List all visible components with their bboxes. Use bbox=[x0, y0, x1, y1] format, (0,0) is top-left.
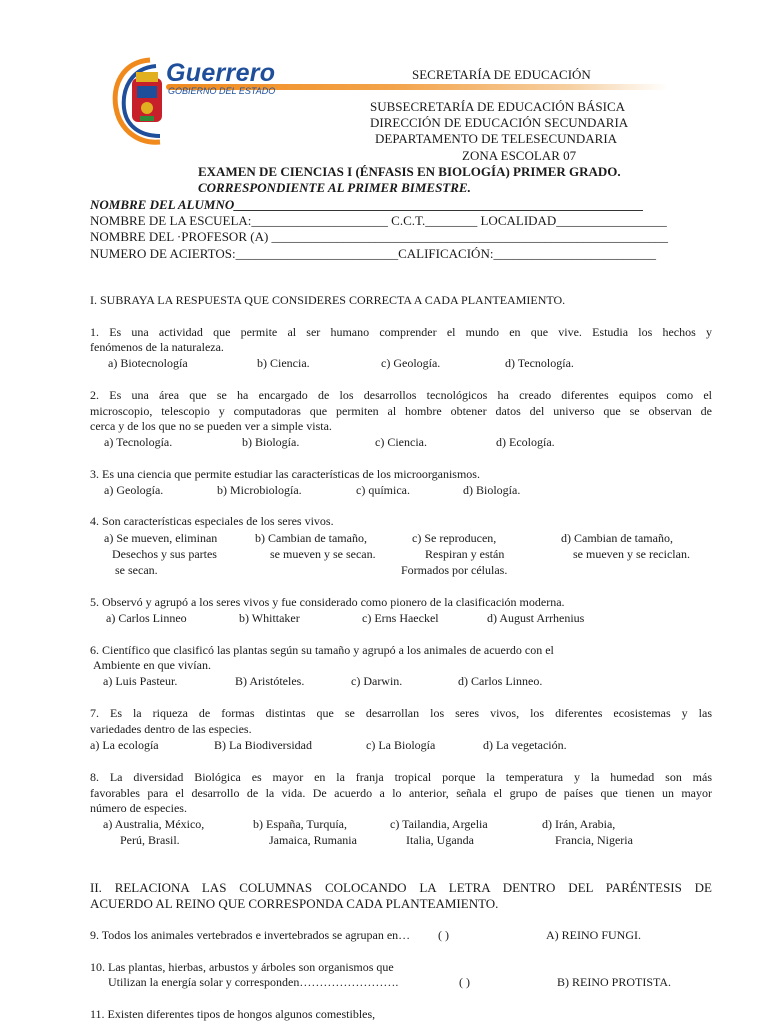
q1-text-line2: fenómenos de la naturaleza. bbox=[90, 340, 224, 354]
q8-option-d-line1[interactable]: d) Irán, Arabia, bbox=[542, 817, 616, 831]
q4-option-c-line1[interactable]: c) Se reproducen, bbox=[412, 531, 497, 545]
q6-option-c[interactable]: c) Darwin. bbox=[351, 674, 403, 688]
q6-option-b[interactable]: B) Aristóteles. bbox=[235, 674, 305, 688]
q3-option-c[interactable]: c) química. bbox=[356, 483, 410, 497]
q8-option-a-line1[interactable]: a) Australia, México, bbox=[103, 817, 205, 831]
q9-text: 9. Todos los animales vertebrados e invertebrados se agrupan en… bbox=[90, 928, 411, 942]
q6-option-d[interactable]: d) Carlos Linneo. bbox=[458, 674, 543, 688]
q2-text-line3: cerca y de los que no se pueden ver a simple vista. bbox=[90, 419, 332, 433]
q1-option-a[interactable]: a) Biotecnología bbox=[108, 356, 188, 370]
q4-text: 4. Son características especiales de los seres vivos. bbox=[90, 514, 334, 528]
q8-text-line2: favorables para el desarrollo de la vida. De acuerdo a lo anterior, señala el grupo de países que tienen un mayor bbox=[90, 786, 712, 800]
section-2-title-line2: ACUERDO AL REINO QUE CORRESPONDA CADA PLANTEAMIENTO. bbox=[90, 896, 499, 911]
q7-option-a[interactable]: a) La ecología bbox=[90, 738, 159, 752]
q5-option-b[interactable]: b) Whittaker bbox=[239, 611, 300, 625]
q8-text-line1: 8. La diversidad Biológica es mayor en la franja tropical porque la temperatura y la humedad son más bbox=[90, 770, 712, 784]
q5-option-d[interactable]: d) August Arrhenius bbox=[487, 611, 585, 625]
q8-option-d-line2: Francia, Nigeria bbox=[555, 833, 633, 847]
q8-option-c-line1[interactable]: c) Tailandia, Argelia bbox=[390, 817, 488, 831]
subsecretaria-heading: SUBSECRETARÍA DE EDUCACIÓN BÁSICA bbox=[370, 99, 626, 114]
q2-option-d[interactable]: d) Ecología. bbox=[496, 435, 555, 449]
q1-option-b[interactable]: b) Ciencia. bbox=[257, 356, 310, 370]
direccion-heading: DIRECCIÓN DE EDUCACIÓN SECUNDARIA bbox=[370, 115, 629, 130]
q8-option-b-line1[interactable]: b) España, Turquía, bbox=[253, 817, 347, 831]
q10-text-line2: Utilizan la energía solar y corresponden……………………. bbox=[108, 975, 399, 989]
q2-text-line2: microscopio, telescopio y computadoras que permiten al hombre obtener datos del universo que se observan de bbox=[90, 404, 712, 418]
q2-option-c[interactable]: c) Ciencia. bbox=[375, 435, 427, 449]
departamento-heading: DEPARTAMENTO DE TELESECUNDARIA bbox=[375, 131, 618, 146]
q4-option-a-line3: se secan. bbox=[115, 563, 158, 577]
logo-wordmark: Guerrero bbox=[166, 59, 276, 87]
q1-option-d[interactable]: d) Tecnología. bbox=[505, 356, 574, 370]
q2-option-a[interactable]: a) Tecnología. bbox=[104, 435, 173, 449]
q7-option-b[interactable]: B) La Biodiversidad bbox=[214, 738, 312, 752]
q4-option-b-line1[interactable]: b) Cambian de tamaño, bbox=[255, 531, 367, 545]
q8-text-line3: número de especies. bbox=[90, 801, 187, 815]
q5-option-a[interactable]: a) Carlos Linneo bbox=[106, 611, 187, 625]
section-1-title: I. SUBRAYA LA RESPUESTA QUE CONSIDERES CORRECTA A CADA PLANTEAMIENTO. bbox=[90, 293, 566, 307]
q3-option-d[interactable]: d) Biología. bbox=[463, 483, 521, 497]
secretaria-heading: SECRETARÍA DE EDUCACIÓN bbox=[412, 67, 591, 82]
reino-protista-label: B) REINO PROTISTA. bbox=[557, 975, 672, 989]
q6-option-a[interactable]: a) Luis Pasteur. bbox=[103, 674, 178, 688]
q4-option-a-line1[interactable]: a) Se mueven, eliminan bbox=[104, 531, 218, 545]
q4-option-c-line3: Formados por células. bbox=[401, 563, 508, 577]
q2-option-b[interactable]: b) Biología. bbox=[242, 435, 300, 449]
q3-text: 3. Es una ciencia que permite estudiar las características de los microorganismos. bbox=[90, 467, 480, 481]
q7-option-d[interactable]: d) La vegetación. bbox=[483, 738, 567, 752]
logo-subtitle: GOBIERNO DEL ESTADO bbox=[168, 86, 276, 96]
zona-heading: ZONA ESCOLAR 07 bbox=[462, 148, 577, 163]
q3-option-b[interactable]: b) Microbiología. bbox=[217, 483, 302, 497]
q4-option-d-line2: se mueven y se reciclan. bbox=[573, 547, 690, 561]
q1-text-line1: 1. Es una actividad que permite al ser humano comprender el mundo en que vive. Estudia los hechos y bbox=[90, 325, 712, 339]
q8-option-b-line2: Jamaica, Rumania bbox=[269, 833, 357, 847]
q3-option-a[interactable]: a) Geología. bbox=[104, 483, 164, 497]
q4-option-c-line2: Respiran y están bbox=[425, 547, 505, 561]
student-name-field[interactable]: NOMBRE DEL ALUMNO_______________________________________________________________ bbox=[90, 197, 644, 212]
q8-option-c-line2: Italia, Uganda bbox=[406, 833, 474, 847]
q7-text-line1: 7. Es la riqueza de formas distintas que se desarrollan los seres vivos, los diferentes ecosistemas y las bbox=[90, 706, 712, 720]
reino-fungi-label: A) REINO FUNGI. bbox=[546, 928, 641, 942]
q4-option-d-line1[interactable]: d) Cambian de tamaño, bbox=[561, 531, 673, 545]
q4-option-a-line2: Desechos y sus partes bbox=[112, 547, 217, 561]
q6-text-line1: 6. Científico que clasificó las plantas según su tamaño y agrupó a los animales de acuerdo con el bbox=[90, 643, 554, 657]
q1-option-c[interactable]: c) Geología. bbox=[381, 356, 441, 370]
section-2-title-line1: II. RELACIONA LAS COLUMNAS COLOCANDO LA LETRA DENTRO DEL PARÉNTESIS DE bbox=[90, 880, 712, 895]
q9-answer-paren[interactable]: ( ) bbox=[438, 928, 449, 942]
q7-text-line2: variedades dentro de las especies. bbox=[90, 722, 252, 736]
q10-text-line1: 10. Las plantas, hierbas, arbustos y árboles son organismos que bbox=[90, 960, 394, 974]
q4-option-b-line2: se mueven y se secan. bbox=[270, 547, 376, 561]
q8-option-a-line2: Perú, Brasil. bbox=[120, 833, 180, 847]
q5-option-c[interactable]: c) Erns Haeckel bbox=[362, 611, 439, 625]
score-field[interactable]: NUMERO DE ACIERTOS:_________________________CALIFICACIÓN:_________________________ bbox=[90, 246, 656, 261]
q11-text-line1: 11. Existen diferentes tipos de hongos algunos comestibles, bbox=[90, 1007, 376, 1021]
teacher-name-field[interactable]: NOMBRE DEL ·PROFESOR (A) _____________________________________________________________ bbox=[90, 229, 669, 244]
q10-answer-paren[interactable]: ( ) bbox=[459, 975, 470, 989]
q2-text-line1: 2. Es una área que se ha encargado de los desarrollos tecnológicos ha creado diferentes equipos como el bbox=[90, 388, 712, 402]
school-name-field[interactable]: NOMBRE DE LA ESCUELA:_____________________ C.C.T.________ LOCALIDAD_________________ bbox=[90, 213, 667, 228]
q5-text: 5. Observó y agrupó a los seres vivos y fue considerado como pionero de la clasificación moderna. bbox=[90, 595, 565, 609]
bimestre-subtitle: CORRESPONDIENTE AL PRIMER BIMESTRE. bbox=[198, 180, 471, 195]
q7-option-c[interactable]: c) La Biología bbox=[366, 738, 436, 752]
guerrero-seal-icon bbox=[110, 56, 170, 146]
exam-title: EXAMEN DE CIENCIAS I (ÉNFASIS EN BIOLOGÍA) PRIMER GRADO. bbox=[198, 164, 621, 179]
q6-text-line2: Ambiente en que vivían. bbox=[93, 658, 211, 672]
